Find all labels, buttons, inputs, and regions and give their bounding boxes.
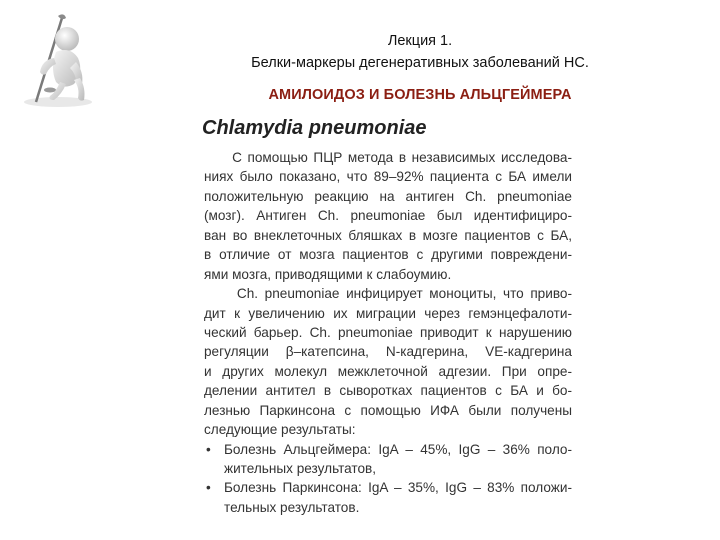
text-line: С помощью ПЦР метода в независимых исследова- xyxy=(204,150,572,165)
topic-heading: АМИЛОИДОЗ И БОЛЕЗНЬ АЛЬЦГЕЙМЕРА xyxy=(268,87,572,103)
scan-text-block xyxy=(204,148,572,517)
lecture-subtitle: Белки-маркеры дегенеративных заболеваний НС. xyxy=(251,55,589,71)
text-line: ван во внеклеточных бляшках в мозге пациентов с БА, xyxy=(204,227,572,243)
text-line: дит к увеличению их миграции через гемэнцефалоти- xyxy=(204,305,572,321)
person-with-crutch-icon xyxy=(18,10,96,110)
text-line: и других молекул межклеточной адгезии. При опре- xyxy=(204,363,572,379)
text-line: жительных результатов, xyxy=(224,461,377,476)
lecture-number: Лекция 1. xyxy=(387,33,453,49)
bullet-icon: • xyxy=(206,441,211,457)
text-line: ниях было показано, что 89–92% пациента с БА имели xyxy=(204,169,572,185)
text-line: Ch. pneumoniae инфицирует моноциты, что приво- xyxy=(204,286,572,302)
bullet-item-line: • Болезнь Паркинсона: IgA – 35%, IgG – 83% положи- xyxy=(204,478,572,497)
text-line: регуляции β–катепсина, N-кадгерина, VE-кадгерина xyxy=(204,344,572,360)
bullet-icon: • xyxy=(206,480,211,496)
text-line: в отличие от мозга пациентов с другими повреждени- xyxy=(204,247,572,263)
text-line: следующие результаты: xyxy=(204,422,356,438)
text-line: лезнью Паркинсона с помощью ИФА были получены xyxy=(204,402,572,418)
text-line: ческий барьер. Ch. pneumoniae приводит к нарушению xyxy=(204,324,572,340)
text-line: ями мозга, приводящими к слабоумию. xyxy=(204,266,452,282)
bullet-item-line: • Болезнь Альцгеймера: IgA – 45%, IgG – 36% поло- xyxy=(204,440,572,459)
scan-heading: Chlamydia pneumoniae xyxy=(202,117,427,139)
text-line: делении антител в сыворотках пациентов с БА и бо- xyxy=(204,383,572,399)
text-line: положительную реакцию на антиген Ch. pneumoniae xyxy=(204,188,572,204)
text-line: (мозг). Антиген Ch. pneumoniae был идентифициро- xyxy=(204,208,572,224)
lecture-title xyxy=(200,30,640,74)
text-line: тельных результатов. xyxy=(224,499,360,515)
